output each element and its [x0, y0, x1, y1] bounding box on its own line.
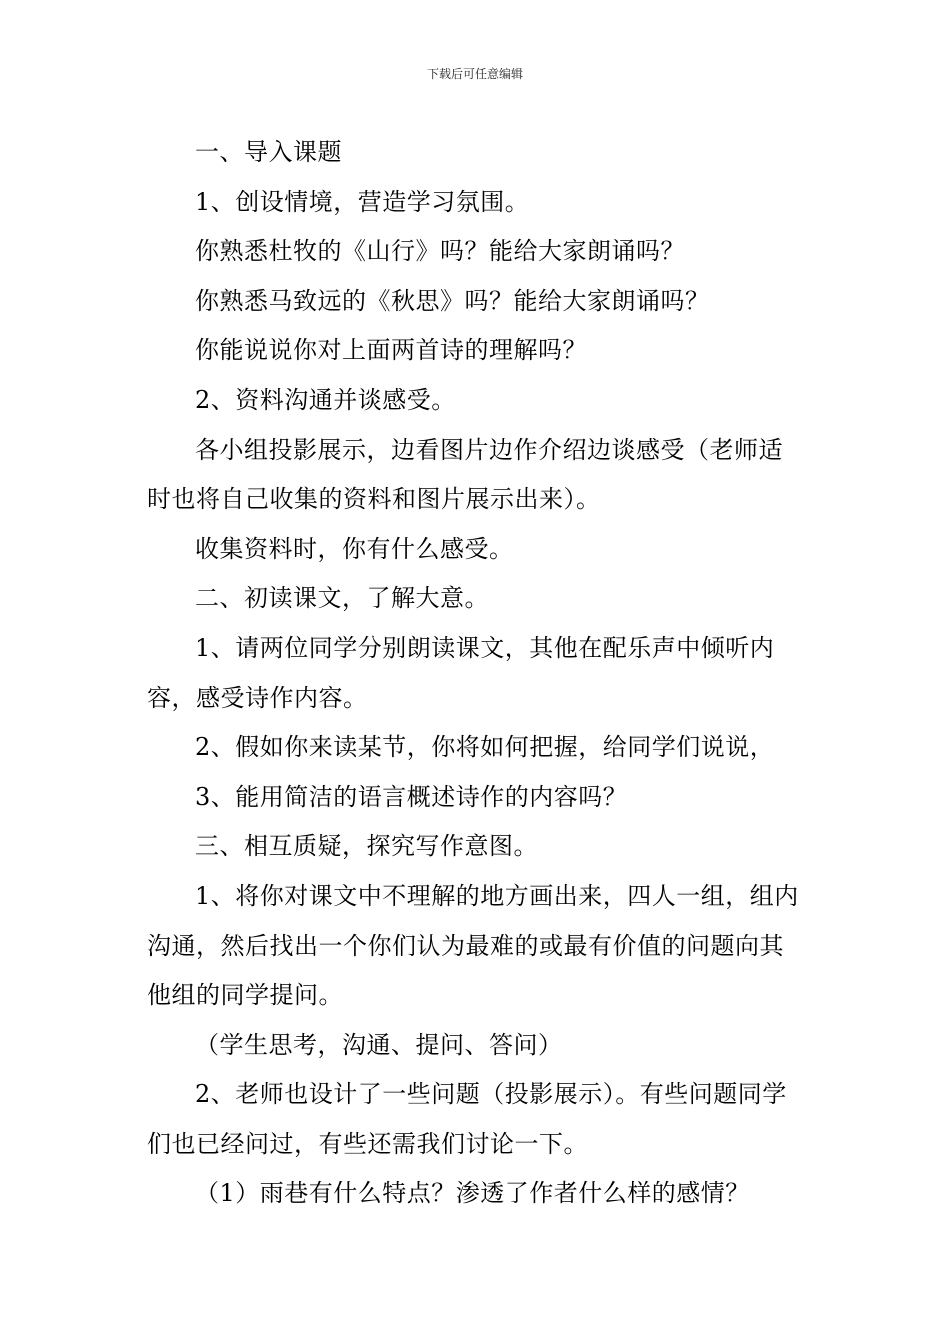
paragraph: 各小组投影展示，边看图片边作介绍边谈感受（老师适时也将自己收集的资料和图片展示出来）。 [147, 435, 783, 514]
paragraph: 2、资料沟通并谈感受。 [195, 385, 456, 414]
paragraph: 1、创设情境，营造学习氛围。 [195, 187, 530, 216]
paragraph: 2、老师也设计了一些问题（投影展示）。有些问题同学们也已经问过，有些还需我们讨论一下。 [147, 1080, 787, 1158]
paragraph: 1、将你对课文中不理解的地方画出来，四人一组，组内沟通，然后找出一个你们认为最难的或最有价值的问题向其他组的同学提问。 [147, 881, 799, 1010]
paragraph: 2、假如你来读某节，你将如何把握，给同学们说说， [195, 733, 775, 762]
paragraph: 收集资料时，你有什么感受。 [195, 534, 514, 563]
paragraph: （1）雨巷有什么特点？渗透了作者什么样的感情？ [195, 1179, 750, 1208]
paragraph: 1、请两位同学分别朗读课文，其他在配乐声中倾听内容，感受诗作内容。 [147, 633, 775, 712]
page-header: 下载后可任意编辑 [426, 67, 523, 81]
paragraph: 你能说说你对上面两首诗的理解吗？ [195, 336, 587, 365]
section-heading-3: 三、相互质疑，探究写作意图。 [195, 832, 538, 861]
section-heading-2: 二、初读课文，了解大意。 [195, 584, 489, 613]
paragraph: 你熟悉杜牧的《山行》吗？能给大家朗诵吗？ [195, 237, 685, 266]
paragraph: 3、能用简洁的语言概述诗作的内容吗？ [195, 782, 628, 811]
paragraph: 你熟悉马致远的《秋思》吗？能给大家朗诵吗？ [195, 286, 710, 315]
section-heading-1: 一、导入课题 [195, 138, 342, 166]
paragraph: （学生思考，沟通、提问、答问） [195, 1030, 563, 1059]
document-body [147, 128, 807, 1219]
